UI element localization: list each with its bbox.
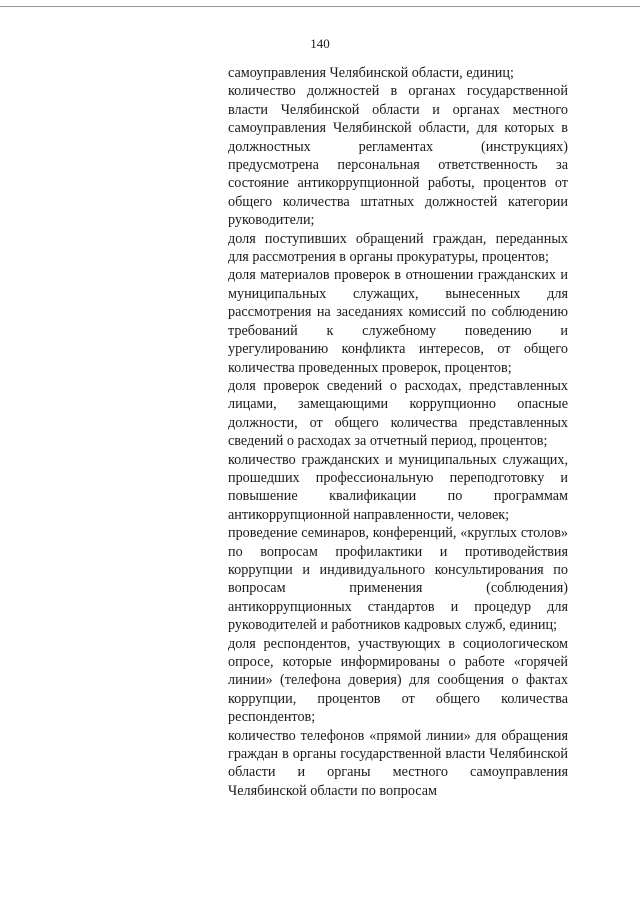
paragraph: самоуправления Челябинской области, единиц; bbox=[228, 65, 514, 81]
paragraph: доля материалов проверок в отношении гражданских и муниципальных служащих, вынесенных для рассмотрения на заседаниях комиссий по соблюдению требований к служебному поведению и урегулированию конфликта интересов, от общего количества проведенных проверок, процентов; bbox=[228, 267, 568, 376]
page-number: 140 bbox=[310, 36, 330, 51]
document-body bbox=[228, 64, 568, 800]
paragraph: количество телефонов «прямой линии» для обращения граждан в органы государственной власти Челябинской области и органы местного самоуправления Челябинской области по вопросам bbox=[228, 727, 568, 799]
paragraph: количество гражданских и муниципальных служащих, прошедших профессиональную переподготовку и повышение квалификации по программам антикоррупционной направленности, человек; bbox=[228, 451, 568, 523]
paragraph: доля проверок сведений о расходах, представленных лицами, замещающими коррупционно опасные должности, от общего количества представленных сведений о расходах за отчетный период, процентов; bbox=[228, 377, 568, 450]
paragraph: доля поступивших обращений граждан, переданных для рассмотрения в органы прокуратуры, процентов; bbox=[228, 230, 568, 266]
paragraph: проведение семинаров, конференций, «круглых столов» по вопросам профилактики и противодействия коррупции и индивидуального консультирования по вопросам применения (соблюдения) антикоррупционных стандартов и процедур для руководителей и работников кадровых служб, единиц; bbox=[228, 525, 568, 634]
top-border-line bbox=[0, 6, 640, 7]
paragraph: доля респондентов, участвующих в социологическом опросе, которые информированы о работе «горячей линии» (телефона доверия) для сообщения о фактах коррупции, процентов от общего количества респондентов; bbox=[228, 635, 568, 726]
paragraph: количество должностей в органах государственной власти Челябинской области и органах местного самоуправления Челябинской области, для которых в должностных регламентах (инструкциях) предусмотрена персональная ответственность за состояние антикоррупционной работы, процентов от общего количества штатных должностей категории руководители; bbox=[228, 83, 568, 229]
